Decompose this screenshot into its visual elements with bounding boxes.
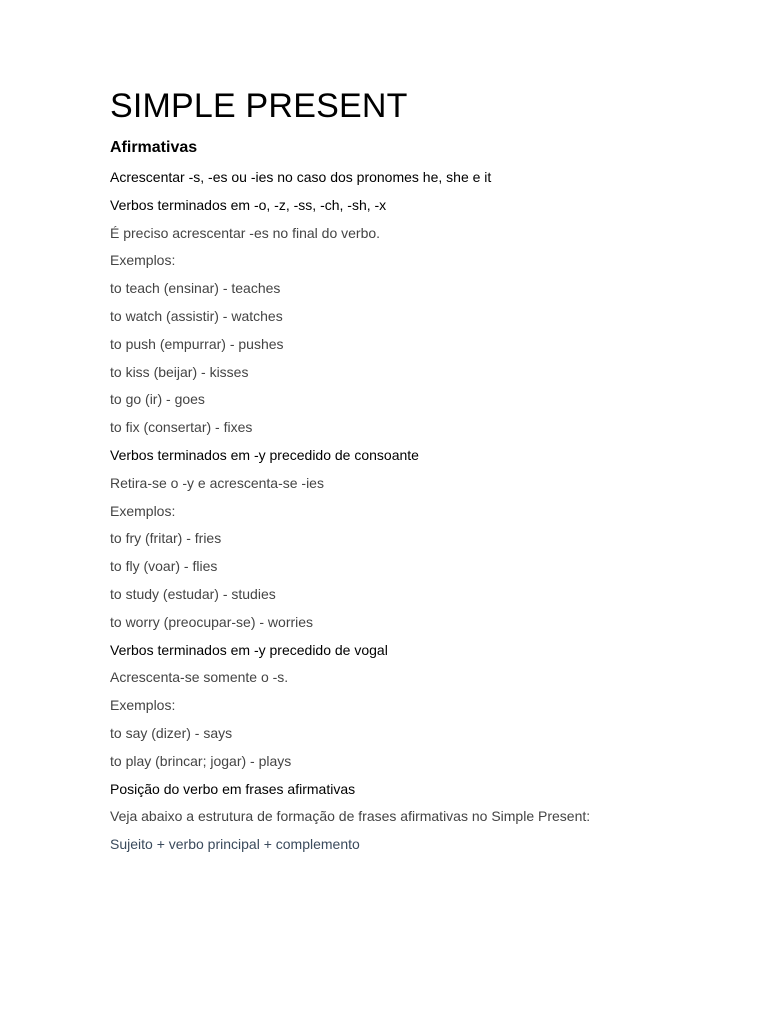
text-line: Veja abaixo a estrutura de formação de frases afirmativas no Simple Present:	[110, 808, 591, 825]
rule-heading: Acrescentar -s, -es ou -ies no caso dos pronomes he, she e it	[110, 169, 492, 185]
structure-formula: Sujeito + verbo principal + complemento	[110, 836, 360, 853]
text-line: to go (ir) - goes	[110, 391, 205, 408]
content-lines	[110, 164, 768, 859]
text-line: Acrescenta-se somente o -s.	[110, 669, 289, 686]
text-line: Exemplos:	[110, 252, 176, 269]
text-line: to watch (assistir) - watches	[110, 307, 283, 324]
text-line: to worry (preocupar-se) - worries	[110, 613, 314, 630]
rule-heading: Verbos terminados em -y precedido de vogal	[110, 641, 388, 658]
text-line: to fix (consertar) - fixes	[110, 419, 253, 436]
rule-heading: Verbos terminados em -y precedido de consoante	[110, 446, 419, 463]
text-line: Exemplos:	[110, 502, 176, 519]
text-line: to fry (fritar) - fries	[110, 530, 222, 547]
text-line: Exemplos:	[110, 697, 176, 714]
text-line: to say (dizer) - says	[110, 724, 233, 741]
rule-heading: Verbos terminados em -o, -z, -ss, -ch, -sh, -x	[110, 196, 387, 213]
text-line: to study (estudar) - studies	[110, 585, 276, 602]
text-line: É preciso acrescentar -es no final do verbo.	[110, 224, 381, 241]
text-line: Retira-se o -y e acrescenta-se -ies	[110, 474, 324, 491]
text-line: to play (brincar; jogar) - plays	[110, 752, 292, 769]
section-heading-afirmativas: Afirmativas	[110, 139, 198, 156]
text-line: to teach (ensinar) - teaches	[110, 280, 281, 297]
text-line: to fly (voar) - flies	[110, 558, 218, 575]
rule-heading: Posição do verbo em frases afirmativas	[110, 780, 356, 797]
text-line: to push (empurrar) - pushes	[110, 335, 284, 352]
page-title: SIMPLE PRESENT	[110, 87, 408, 125]
text-line: to kiss (beijar) - kisses	[110, 363, 249, 380]
